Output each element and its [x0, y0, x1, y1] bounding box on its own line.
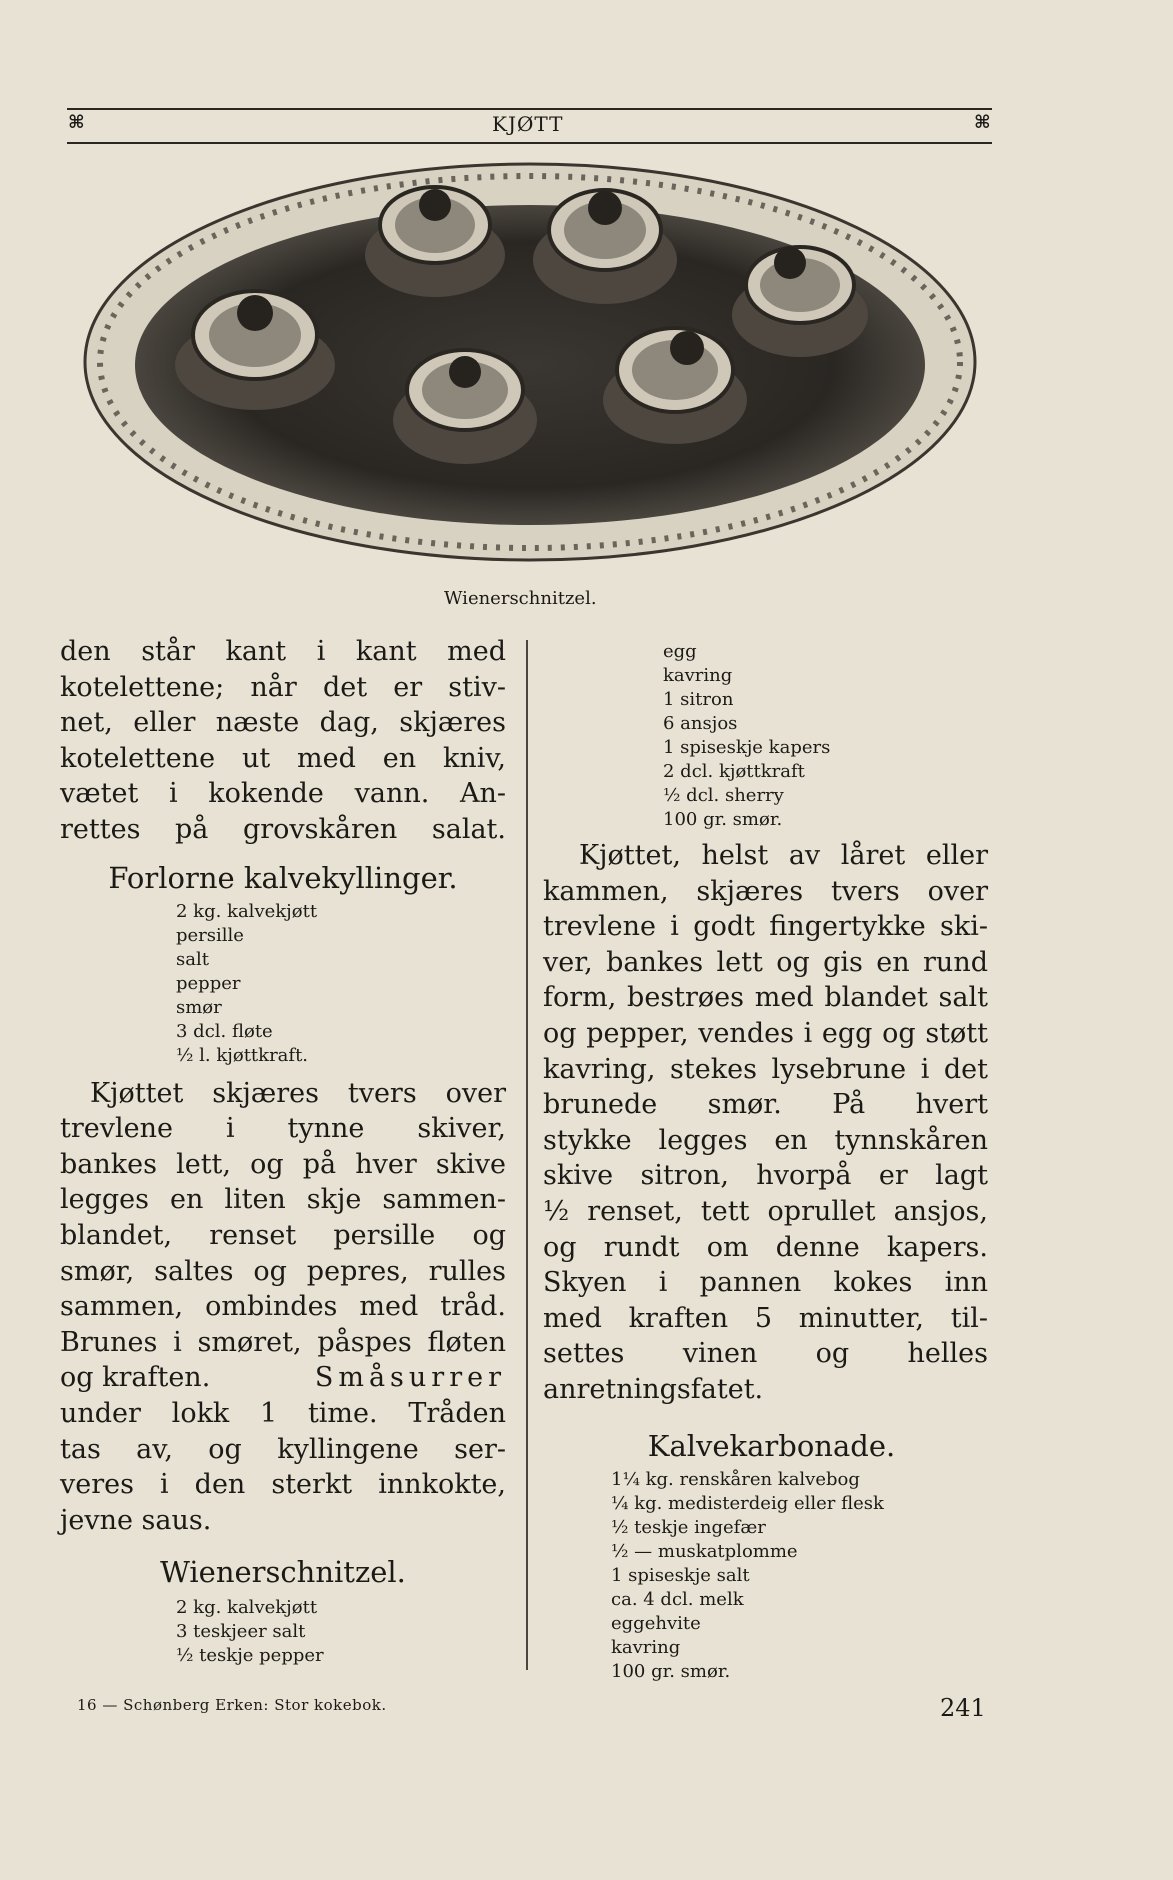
text-line: smør, saltes og pepres, rulles: [60, 1255, 506, 1287]
ingredient-list: [176, 1596, 506, 1668]
text-line: skive sitron, hvorpå er lagt: [543, 1160, 988, 1192]
ingredient-item: ½ l. kjøttkraft.: [176, 1044, 309, 1066]
text-line: under lokk 1 time. Tråden: [60, 1397, 506, 1429]
ingredient-item: 1 spiseskje salt: [611, 1564, 750, 1586]
ingredient-item: ½ teskje ingefær: [611, 1516, 766, 1538]
text-line: trevlene i godt fingertykke ski-: [543, 911, 988, 943]
text-line: Kjøttet, helst av låret eller: [579, 840, 988, 871]
ingredient-item: ¼ kg. medisterdeig eller flesk: [611, 1492, 884, 1514]
intro-paragraph: [60, 634, 506, 848]
header-right-ornament: ⌘: [974, 112, 991, 133]
ingredient-item: ca. 4 dcl. melk: [611, 1588, 744, 1610]
text-line: og pepper, vendes i egg og støtt: [543, 1017, 988, 1049]
recipe-title: Kalvekarbonade.: [647, 1428, 896, 1463]
ingredient-item: salt: [176, 948, 209, 970]
figure-caption: Wienerschnitzel.: [444, 588, 597, 609]
ingredient-item: kavring: [611, 1636, 681, 1658]
ingredient-list: [663, 640, 988, 832]
ingredient-item: ½ teskje pepper: [176, 1645, 324, 1667]
text-line: settes vinen og helles: [543, 1338, 988, 1370]
text-line: veres i den sterkt innkokte,: [60, 1469, 506, 1501]
recipe-title: Wienerschnitzel.: [160, 1555, 406, 1590]
ingredient-item: egg: [663, 641, 697, 662]
text-line: anretningsfatet.: [543, 1373, 764, 1405]
text-line: kammen, skjæres tvers over: [543, 875, 988, 907]
text-line: net, eller næste dag, skjæres: [60, 707, 506, 739]
text-line: sammen, ombindes med tråd.: [60, 1291, 506, 1323]
text-line: og rundt om denne kapers.: [543, 1231, 988, 1263]
text-line: tas av, og kyllingene ser-: [60, 1433, 506, 1465]
ingredient-item: 1 spiseskje kapers: [663, 737, 831, 758]
text-line: legges en liten skje sammen-: [60, 1184, 506, 1216]
text-line: kotelettene; når det er stiv-: [60, 671, 506, 703]
ingredient-item: 100 gr. smør.: [663, 809, 783, 830]
text-line: trevlene i tynne skiver,: [60, 1113, 506, 1145]
text-line: bankes lett, og på hver skive: [60, 1148, 506, 1180]
column-divider: [526, 640, 528, 1670]
ingredient-item: kavring: [663, 665, 733, 686]
text-line: ½ renset, tett oprullet ansjos,: [543, 1195, 988, 1227]
text-line: form, bestrøes med blandet salt: [543, 982, 988, 1014]
spaced-text: Småsurrer: [314, 1362, 506, 1394]
text-line: [60, 1360, 506, 1396]
ingredient-item: 2 kg. kalvekjøtt: [176, 900, 318, 922]
running-head: KJØTT: [492, 112, 564, 136]
ingredient-item: 3 teskjeer salt: [176, 1621, 306, 1643]
text-line: kavring, stekes lysebrune i det: [543, 1053, 988, 1085]
text-line: Brunes i smøret, påspes fløten: [60, 1326, 506, 1358]
text-segment: og kraften.: [60, 1362, 211, 1394]
ingredient-item: ½ dcl. sherry: [663, 785, 784, 806]
ingredient-item: 6 ansjos: [663, 713, 738, 734]
ingredient-item: eggehvite: [611, 1612, 701, 1634]
page-number: 241: [940, 1694, 986, 1722]
right-column: [543, 640, 988, 1684]
text-line: kotelettene ut med en kniv,: [60, 742, 506, 774]
ingredient-item: smør: [176, 996, 222, 1018]
ingredient-item: 100 gr. smør.: [611, 1660, 731, 1682]
header-rule-bottom: [67, 142, 992, 144]
recipe-instructions: [60, 1076, 506, 1539]
text-line: blandet, renset persille og: [60, 1219, 506, 1251]
ingredient-list: [176, 900, 506, 1068]
ingredient-item: 2 dcl. kjøttkraft: [663, 761, 805, 782]
ingredient-item: pepper: [176, 972, 241, 994]
text-line: brunede smør. På hvert: [543, 1089, 988, 1121]
header-left-ornament: ⌘: [68, 112, 85, 133]
signature-line: 16 — Schønberg Erken: Stor kokebok.: [77, 1696, 387, 1714]
text-line: stykke legges en tynnskåren: [543, 1124, 988, 1156]
text-line: vætet i kokende vann. An-: [60, 778, 506, 810]
text-line: den står kant i kant med: [60, 636, 506, 667]
left-column: [60, 634, 506, 1668]
recipe-instructions: [543, 838, 988, 1408]
recipe-title: Forlorne kalvekyllinger.: [108, 860, 458, 895]
ingredient-item: ½ — muskatplomme: [611, 1540, 798, 1562]
text-line: Skyen i pannen kokes inn: [543, 1267, 988, 1299]
text-line: ver, bankes lett og gis en rund: [543, 946, 988, 978]
platter-photo: [80, 160, 980, 565]
ingredient-item: 2 kg. kalvekjøtt: [176, 1597, 318, 1619]
text-line: Kjøttet skjæres tvers over: [90, 1077, 506, 1109]
text-line: jevne saus.: [60, 1504, 212, 1536]
ingredient-list: [611, 1468, 988, 1684]
ingredient-item: 1 sitron: [663, 689, 734, 710]
ingredient-item: 3 dcl. fløte: [176, 1020, 273, 1042]
text-line: med kraften 5 minutter, til-: [543, 1302, 988, 1334]
header-rule-top: [67, 108, 992, 110]
text-line: rettes på grovskåren salat.: [60, 813, 506, 845]
ingredient-item: persille: [176, 924, 244, 946]
ingredient-item: 1¼ kg. renskåren kalvebog: [611, 1468, 860, 1490]
